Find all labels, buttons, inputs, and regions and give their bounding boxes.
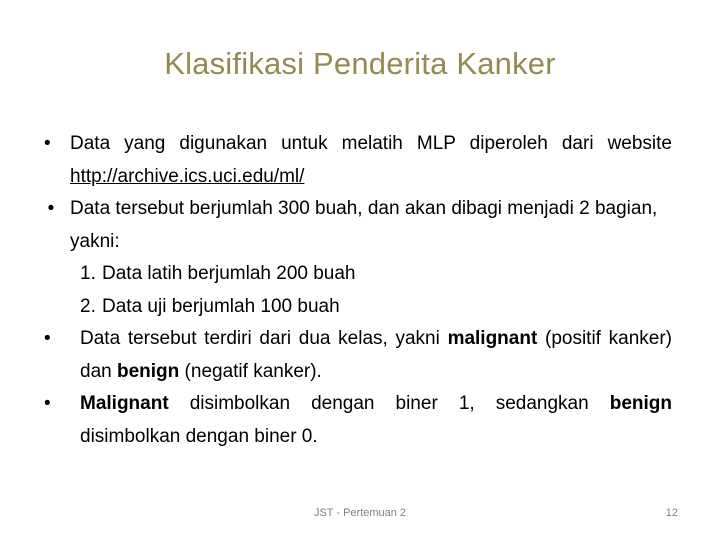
- term-benign: benign: [116, 360, 180, 382]
- sub-item-text: Data latih berjumlah 200 buah: [102, 263, 356, 284]
- bullet-glyph: •: [47, 198, 55, 219]
- term-malignant: malignant: [447, 328, 538, 349]
- sub-item-number: 1.: [80, 263, 96, 284]
- sub-item-text: Data uji berjumlah 100 buah: [102, 295, 340, 317]
- item-text: Data tersebut berjumlah 300 buah, dan akan dibagi menjadi 2 bagian, yakni:: [70, 198, 658, 252]
- slide-title: Klasifikasi Penderita Kanker: [164, 46, 556, 81]
- bullet-glyph: •: [44, 393, 51, 414]
- term-malignant: Malignant: [80, 393, 169, 414]
- item-text: Data tersebut terdiri dari dua kelas, yakni: [80, 328, 448, 349]
- page-number: 12: [665, 507, 678, 519]
- bullet-item-classes: [44, 323, 672, 388]
- sub-item-training: [44, 258, 672, 291]
- item-text: Data yang digunakan untuk melatih MLP diperoleh dari website: [70, 133, 672, 154]
- sub-item-test: [44, 291, 672, 324]
- bullet-glyph: •: [44, 328, 51, 349]
- item-text: disimbolkan dengan biner 1, sedangkan: [168, 393, 610, 414]
- slide-body: [44, 128, 672, 453]
- item-text: disimbolkan dengan biner 0.: [80, 425, 318, 447]
- bullet-item-encoding: [44, 388, 672, 453]
- sub-item-number: 2.: [80, 295, 96, 317]
- item-text: (negatif kanker).: [179, 360, 322, 382]
- term-benign: benign: [609, 393, 672, 414]
- footer-label: JST - Pertemuan 2: [313, 507, 407, 519]
- bullet-item-count: [44, 193, 672, 258]
- source-link[interactable]: http://archive.ics.uci.edu/ml/: [70, 165, 305, 187]
- item-text: (positif kanker) dan: [80, 328, 673, 382]
- bullet-item-source: [44, 128, 672, 193]
- bullet-glyph: •: [44, 133, 51, 154]
